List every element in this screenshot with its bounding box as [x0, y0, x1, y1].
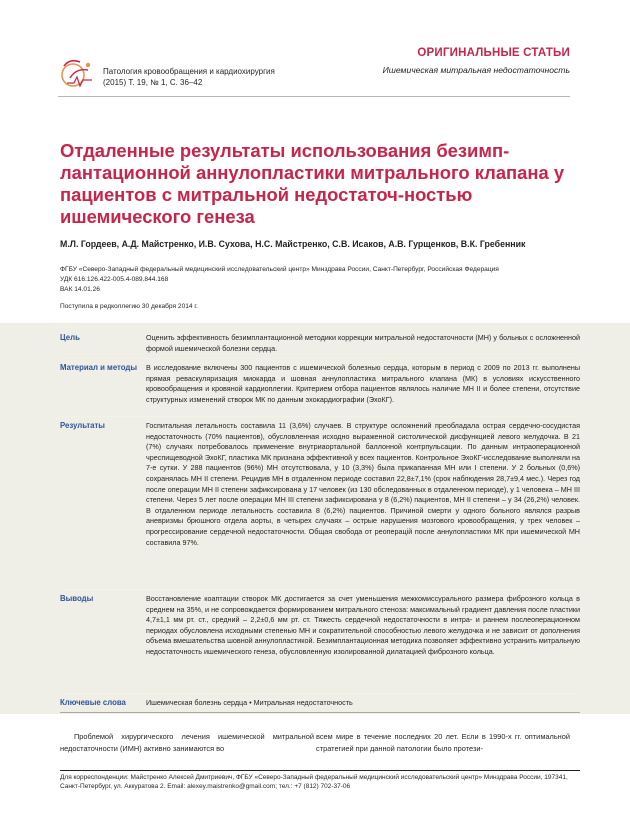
conclusions-label: Выводы: [60, 594, 94, 603]
abstract-divider: [60, 693, 580, 694]
abstract-bottom-rule: [60, 712, 580, 713]
journal-logo: [58, 56, 98, 90]
abstract-divider: [60, 416, 580, 417]
results-label: Результаты: [60, 421, 105, 430]
body-paragraph: Проблемой хирургического лечения ишемической митральной недостаточности (ИМН) активно занимаются во: [60, 732, 314, 754]
section-subrubric: Ишемическая митральная недостаточность: [382, 65, 570, 75]
abstract-divider: [60, 589, 580, 590]
correspondence-footnote: Для корреспонденции: Майстренко Алексей Дмитриевич, ФГБУ «Северо-Западный федеральный медицинский исследовательский центр» Минздрава России, 197341, Санкт-Петербург, ул. Аккуратова 2. Email: alexey.maistrenko@gmail.com; тел.: +7 (812) 702-37-06: [60, 774, 568, 790]
journal-citation: [103, 66, 275, 88]
footer-divider: [60, 770, 580, 771]
article-authors: М.Л. Гордеев, А.Д. Майстренко, И.В. Сухова, Н.С. Майстренко, С.В. Исаков, А.В. Гурщенков, В.К. Гребенник: [60, 239, 526, 249]
article-title: Отдаленные результаты использования безимп-лантационной аннулопластики митрального клапана у пациентов с митральной недостаточ-ностью ишемического генеза: [60, 140, 565, 227]
keywords-text: Ишемическая болезнь сердца • Митральная недостаточность: [146, 698, 353, 707]
methods-text: В исследование включены 300 пациентов с ишемической болезнью сердца, которым в период с 2009 по 2013 гг. выполнены прямая реваскуляризация миокарда и шовная аннулопластика митрального клапана (МК) в условиях искусственного кровообращения и кровяной кардиоплегии. Критерием отбора пациентов являлось наличие МН II и более степени, отсутствие структурных изменений створок МК по данным эхокардиографии (ЭхоКГ).: [146, 363, 580, 404]
section-rubric: ОРИГИНАЛЬНЫЕ СТАТЬИ: [417, 47, 570, 59]
vak-code: ВАК 14.01.26: [60, 285, 100, 293]
body-column-left: [60, 731, 314, 756]
udk-code: УДК 616.126.422-005.4-089.844.168: [60, 275, 169, 283]
body-paragraph: всем мире в течение последних 20 лет. Если в 1990-х гг. оптимальной стратегией при данной патологии было протези-: [316, 732, 570, 754]
article-meta: [60, 265, 580, 312]
aim-label: Цель: [60, 333, 80, 342]
journal-name: Патология кровообращения и кардиохирургия: [103, 67, 275, 76]
conclusions-text: Восстановление коаптации створок МК достигается за счет уменьшения межкомиссурального размера фиброзного кольца в среднем на 35%, и не сопровождается формированием митрального стеноза: максимальный градиент давления после пластики 4,7±1,1 мм рт. ст., средний – 2,2±0,6 мм рт. ст. Тяжесть сердечной недостаточности в интра- и раннем послеоперационном периодах обусловлена исходными степенью МН и сократительной способностью левого желудочка и не зависит от дополнения объема вмешательства шовной аннулопластикой. Безимплантационная методика позволяет эффективно устранить митральную недостаточность ишемического генеза, обусловленную изолированной дилатацией фиброзного кольца.: [146, 594, 580, 656]
aim-text: Оценить эффективность безимплантационной методики коррекции митральной недостаточности (МН) у больных с осложненной формой ишемической болезни сердца.: [146, 333, 580, 353]
methods-label: Материал и методы: [60, 363, 138, 372]
body-column-right: [316, 731, 570, 756]
results-text: Госпитальная летальность составила 11 (3,6%) случаев. В структуре осложнений преобладала острая сердечно-сосудистая недостаточность (70% пациентов), обусловленная исходно выраженной систолической дисфункцией левого желудочка. В 21 (7%) случаях потребовалось применение внутриаортальной баллонной контрпульсации. По данным интраоперационной чреспищеводной ЭхоКГ, пластика МК признана эффективной у всех пациентов. Контрольное ЭхоКГ-исследование выполняли на 7-е сутки. У 288 пациентов (96%) МН отсутствовала, у 10 (3,3%) была прикапанная МН или I степени. У 2 больных (0,6%) сохранялась МН II степени. Рецидив МН в отдаленном периоде составил 22,8±7,1% (срок наблюдения 28,7±9,4 мес.). Через год после операции МН II степени зафиксирована у 17 человек (из 130 обследованных в отдаленном периоде), у 1 человека – МН III степени. Через 5 лет после операции МН III степени зафиксирована у 8 (6,2%) пациентов, МН II степени – у 34 (26,2%) человек. В отдаленном периоде летальность составила 8 (6,2%) пациентов. Причиной смерти у одного больного являлся разрыв аневризмы брюшного отдела аорты, в четырех случаях – острые нарушения мозгового кровообращения, у трех человек – прогрессирование сердечной недостаточности. Общая свобода от реоперацій после аннулопластики МК при ишемической МН составила 97%.: [146, 421, 580, 547]
affiliation: ФГБУ «Северо-Западный федеральный медицинский исследовательский центр» Минздрава России, Санкт-Петербург, Российская Федерация: [60, 266, 499, 273]
header-divider: [58, 96, 570, 97]
rubric-block: [383, 47, 570, 75]
abstract-panel: [0, 323, 630, 714]
keywords-label: Ключевые слова: [60, 698, 126, 707]
journal-volume: (2015) Т. 19, № 1, С. 36–42: [103, 78, 203, 87]
received-date: Поступила в редколлегию 30 декабря 2014 г.: [60, 302, 198, 310]
abstract-divider: [60, 358, 580, 359]
